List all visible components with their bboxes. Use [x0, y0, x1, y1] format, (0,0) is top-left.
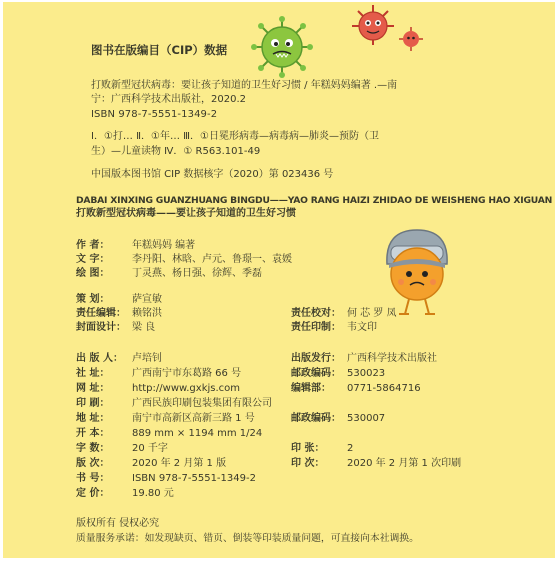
print-run: 印 次： 2020 年 2 月第 1 次印刷 [291, 458, 462, 469]
red-virus-icon [349, 4, 397, 46]
rights-notice: 版权所有 侵权必究 [76, 518, 160, 529]
isbn: 书 号： ISBN 978-7-5551-1349-2 [76, 473, 256, 484]
pinyin-title: DABAI XINXING GUANZHUANG BINGDU——YAO RANG HAIZI ZHIDAO DE WEISHENG HAO XIGUAN [76, 195, 553, 206]
word-count: 字 数： 20 千字 [76, 443, 168, 454]
staff-editor: 责任编辑： 赖铭洪 [76, 308, 162, 319]
publisher-person: 出 版 人： 卢培钊 [76, 353, 162, 364]
credit-illustration: 绘 图： 丁灵燕、杨日强、徐辉、季磊 [76, 268, 262, 279]
book-title: 打败新型冠状病毒——要让孩子知道的卫生好习惯 [76, 208, 296, 219]
small-red-virus-icon [398, 26, 424, 52]
cip-isbn: ISBN 978-7-5551-1349-2 [91, 109, 218, 120]
publisher-address: 社 址： 广西南宁市东葛路 66 号 [76, 368, 242, 379]
cip-entry-line1: 打败新型冠状病毒：要让孩子知道的卫生好习惯 / 年糕妈妈编著 .—南 [91, 80, 398, 91]
helmet-mascot-icon [379, 224, 455, 320]
green-virus-icon [251, 16, 313, 78]
edition: 版 次： 2020 年 2 月第 1 版 [76, 458, 227, 469]
printer: 印 刷： 广西民族印刷包装集团有限公司 [76, 398, 272, 409]
postal-code-publisher: 邮政编码： 530023 [291, 368, 386, 379]
editorial-phone: 编辑部： 0771-5864716 [291, 383, 421, 394]
cip-title: 图书在版编目（CIP）数据 [91, 43, 228, 57]
cip-class-line2: 生）—儿童读物 Ⅳ．① R563.101-49 [91, 146, 261, 157]
quality-promise: 质量服务承诺：如发现缺页、错页、倒装等印装质量问题，可直接向本社调换。 [76, 533, 419, 544]
cip-entry-line2: 宁：广西科学技术出版社，2020.2 [91, 94, 246, 105]
cip-verify: 中国版本图书馆 CIP 数据核字（2020）第 023436 号 [91, 169, 334, 180]
staff-cover-design: 封面设计： 梁 良 [76, 322, 156, 333]
printer-address: 地 址： 南宁市高新区高新三路 1 号 [76, 413, 255, 424]
cip-class-line1: Ⅰ．①打… Ⅱ．①年… Ⅲ．①日冕形病毒—病毒病—肺炎—预防（卫 [91, 131, 380, 142]
publisher-website: 网 址： http://www.gxkjs.com [76, 383, 241, 394]
print-sheets: 印 张： 2 [291, 443, 354, 454]
copyright-page [3, 2, 555, 558]
staff-proofreader: 责任校对： 何 芯 罗 凤 [291, 308, 397, 319]
price: 定 价： 19.80 元 [76, 488, 174, 499]
format: 开 本： 889 mm × 1194 mm 1/24 [76, 428, 263, 439]
credit-text: 文 字： 李丹阳、林晗、卢元、鲁璟一、袁媛 [76, 254, 292, 265]
distributor: 出版发行： 广西科学技术出版社 [291, 353, 437, 364]
postal-code-printer: 邮政编码： 530007 [291, 413, 386, 424]
staff-print-responsible: 责任印制： 韦文印 [291, 322, 377, 333]
staff-planner: 策 划： 萨宣敏 [76, 294, 162, 305]
credit-author: 作 者： 年糕妈妈 编著 [76, 240, 196, 251]
